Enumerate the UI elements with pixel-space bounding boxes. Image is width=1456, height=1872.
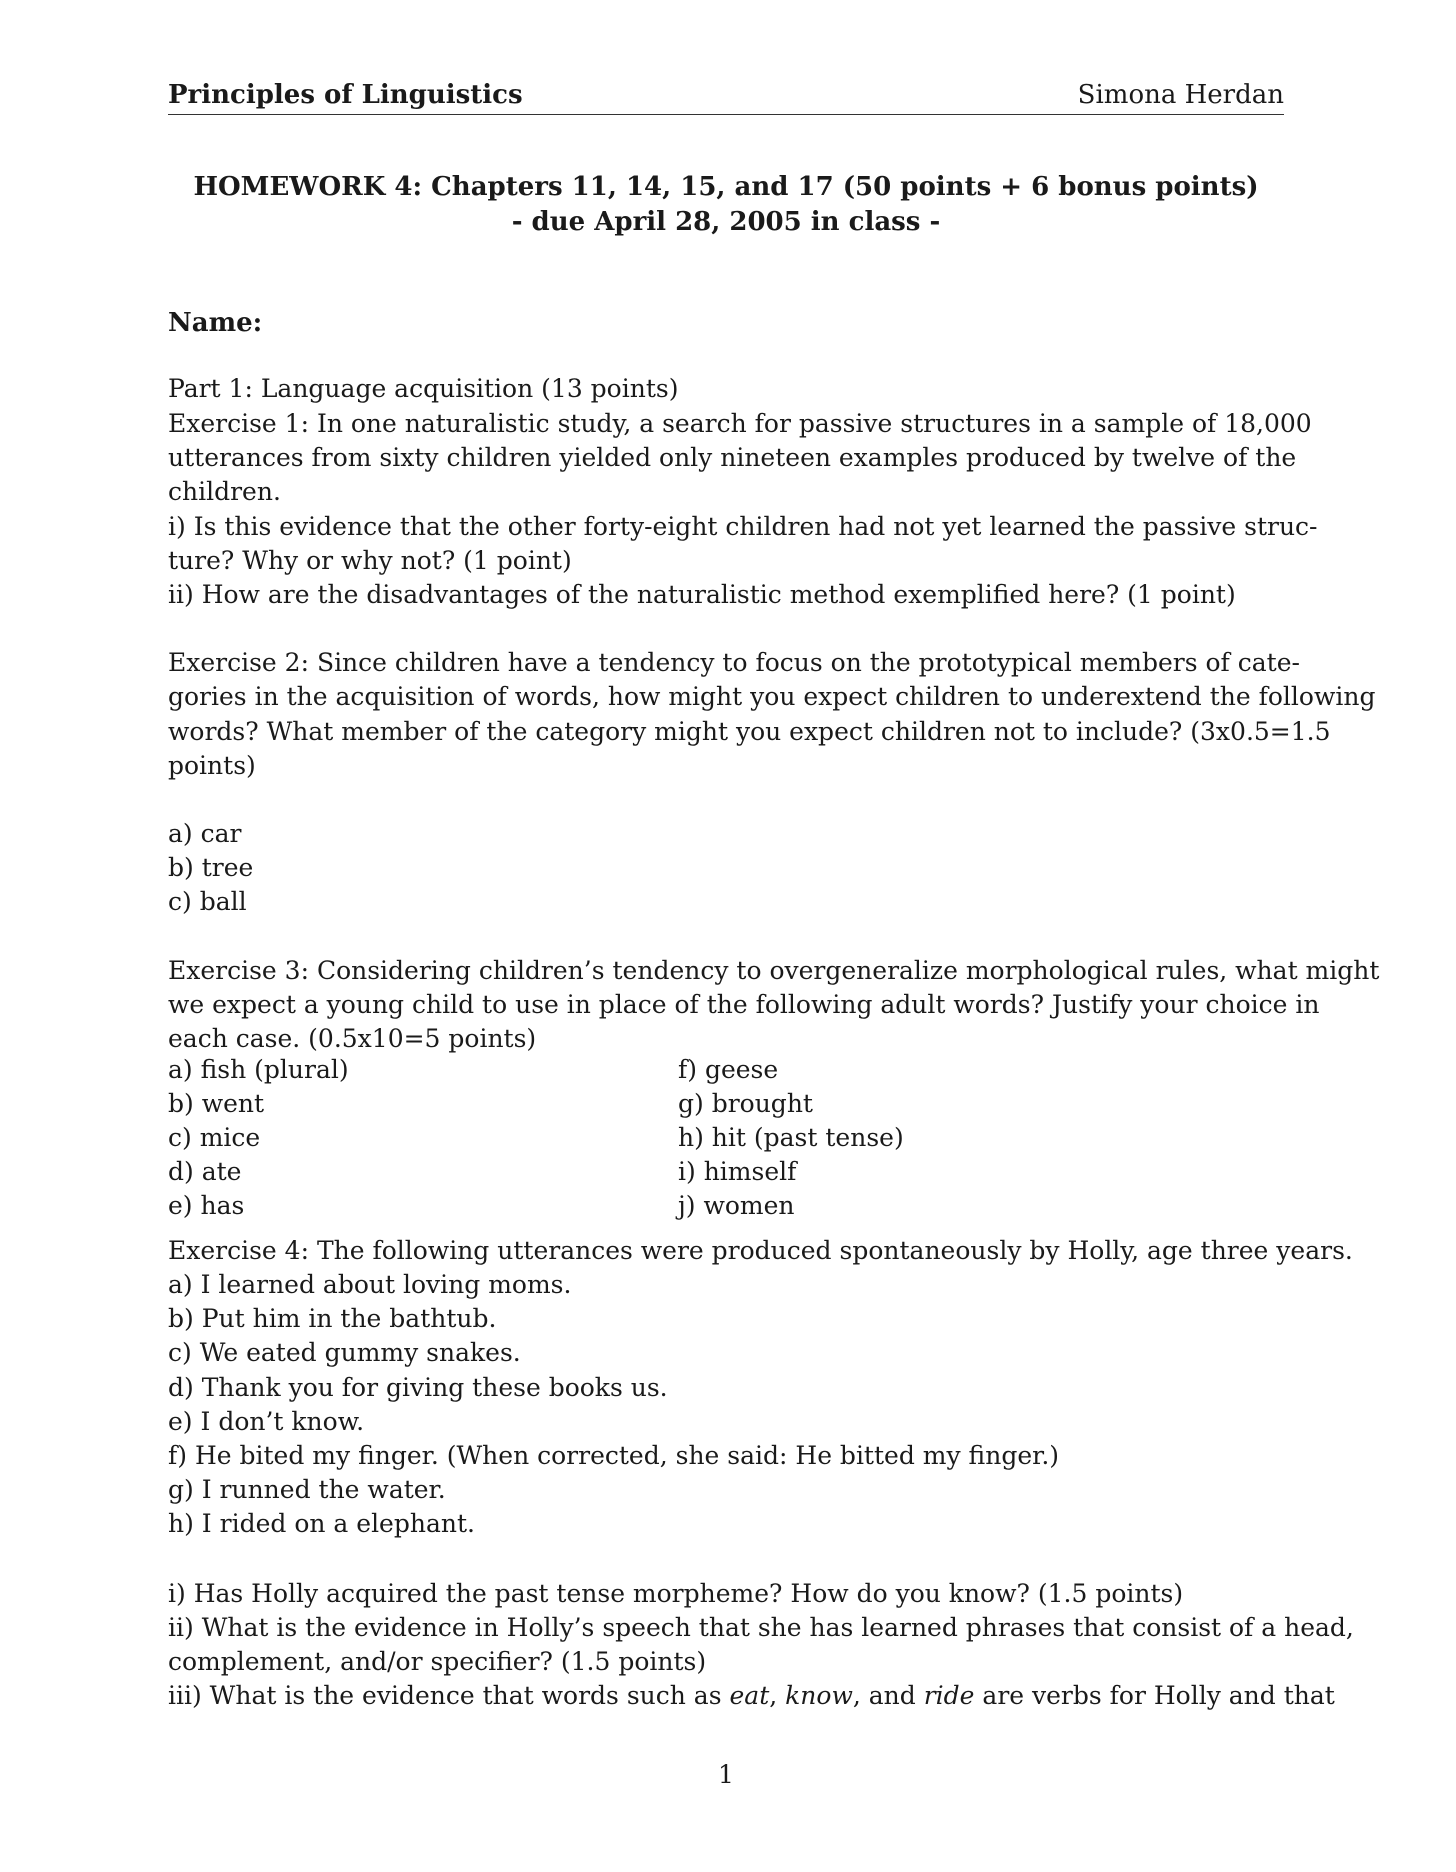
ex4-utterance: c) We eated gummy snakes.: [168, 1338, 521, 1367]
q3-word-know: know: [785, 1681, 853, 1710]
ex3-line: each case. (0.5x10=5 points): [168, 1024, 537, 1053]
ex2-item: b) tree: [168, 853, 254, 882]
ex1-question: ture? Why or why not? (1 point): [168, 546, 572, 575]
ex2-line: gories in the acquisition of words, how might you expect children to underextend the following: [168, 682, 1376, 711]
ex3-item: c) mice: [168, 1123, 261, 1152]
ex3-item: a) fish (plural): [168, 1055, 349, 1084]
ex4-utterance: b) Put him in the bathtub.: [168, 1304, 497, 1333]
ex1-question: ii) How are the disadvantages of the naturalistic method exemplified here? (1 point): [168, 580, 1236, 609]
ex4-utterance: h) I rided on a elephant.: [168, 1509, 475, 1538]
q3-prefix: iii) What is the evidence that words such as: [168, 1681, 730, 1710]
page-number: 1: [718, 1760, 734, 1789]
ex3-item: f) geese: [678, 1055, 779, 1084]
ex2-item: a) car: [168, 819, 242, 848]
name-label: Name:: [168, 308, 263, 338]
ex4-question: ii) What is the evidence in Holly’s speech that she has learned phrases that consist of a head,: [168, 1613, 1354, 1642]
ex4-utterance: d) Thank you for giving these books us.: [168, 1373, 668, 1402]
ex3-item: j) women: [678, 1191, 795, 1220]
course-title: Principles of Linguistics: [168, 80, 523, 110]
part1-heading: Part 1: Language acquisition (13 points): [168, 374, 679, 403]
q3-sep: , and: [852, 1681, 924, 1710]
ex1-question: i) Is this evidence that the other forty-eight children had not yet learned the passive struc-: [168, 512, 1318, 541]
author-name: Simona Herdan: [1077, 80, 1284, 110]
ex4-utterance: f) He bited my finger. (When corrected, she said: He bitted my finger.): [168, 1441, 1060, 1470]
ex3-line: Exercise 3: Considering children’s tendency to overgeneralize morphological rules, what might: [168, 956, 1380, 985]
homework-due-date: - due April 28, 2005 in class -: [511, 207, 941, 237]
homework-title: HOMEWORK 4: Chapters 11, 14, 15, and 17 (50 points + 6 bonus points): [193, 172, 1259, 202]
ex2-line: words? What member of the category might you expect children not to include? (3x0.5=1.5: [168, 717, 1331, 746]
ex1-line: utterances from sixty children yielded only nineteen examples produced by twelve of the: [168, 443, 1297, 472]
ex4-intro: Exercise 4: The following utterances were produced spontaneously by Holly, age three years.: [168, 1236, 1353, 1265]
q3-word-eat: eat: [729, 1681, 770, 1710]
page-header: [168, 80, 1284, 115]
ex3-item: i) himself: [678, 1157, 797, 1186]
q3-sep: ,: [769, 1681, 786, 1710]
ex4-utterance: a) I learned about loving moms.: [168, 1270, 572, 1299]
ex4-question: [168, 1681, 1335, 1710]
ex4-utterance: e) I don’t know.: [168, 1407, 365, 1436]
ex2-line: Exercise 2: Since children have a tendency to focus on the prototypical members of cate-: [168, 648, 1300, 677]
ex3-item: b) went: [168, 1089, 265, 1118]
ex4-question: i) Has Holly acquired the past tense morpheme? How do you know? (1.5 points): [168, 1579, 1184, 1608]
ex1-line: Exercise 1: In one naturalistic study, a search for passive structures in a sample of 18,000: [168, 409, 1312, 438]
ex3-line: we expect a young child to use in place of the following adult words? Justify your choice in: [168, 990, 1320, 1019]
ex2-item: c) ball: [168, 887, 247, 916]
q3-suffix: are verbs for Holly and that: [974, 1681, 1335, 1710]
ex3-item: g) brought: [678, 1089, 813, 1118]
q3-word-ride: ride: [923, 1681, 975, 1710]
ex1-line: children.: [168, 477, 281, 506]
ex4-utterance: g) I runned the water.: [168, 1475, 446, 1504]
ex2-line: points): [168, 751, 256, 780]
ex3-item: d) ate: [168, 1157, 242, 1186]
ex3-item: h) hit (past tense): [678, 1123, 904, 1152]
ex3-item: e) has: [168, 1191, 245, 1220]
ex4-question: complement, and/or specifier? (1.5 points): [168, 1647, 707, 1676]
